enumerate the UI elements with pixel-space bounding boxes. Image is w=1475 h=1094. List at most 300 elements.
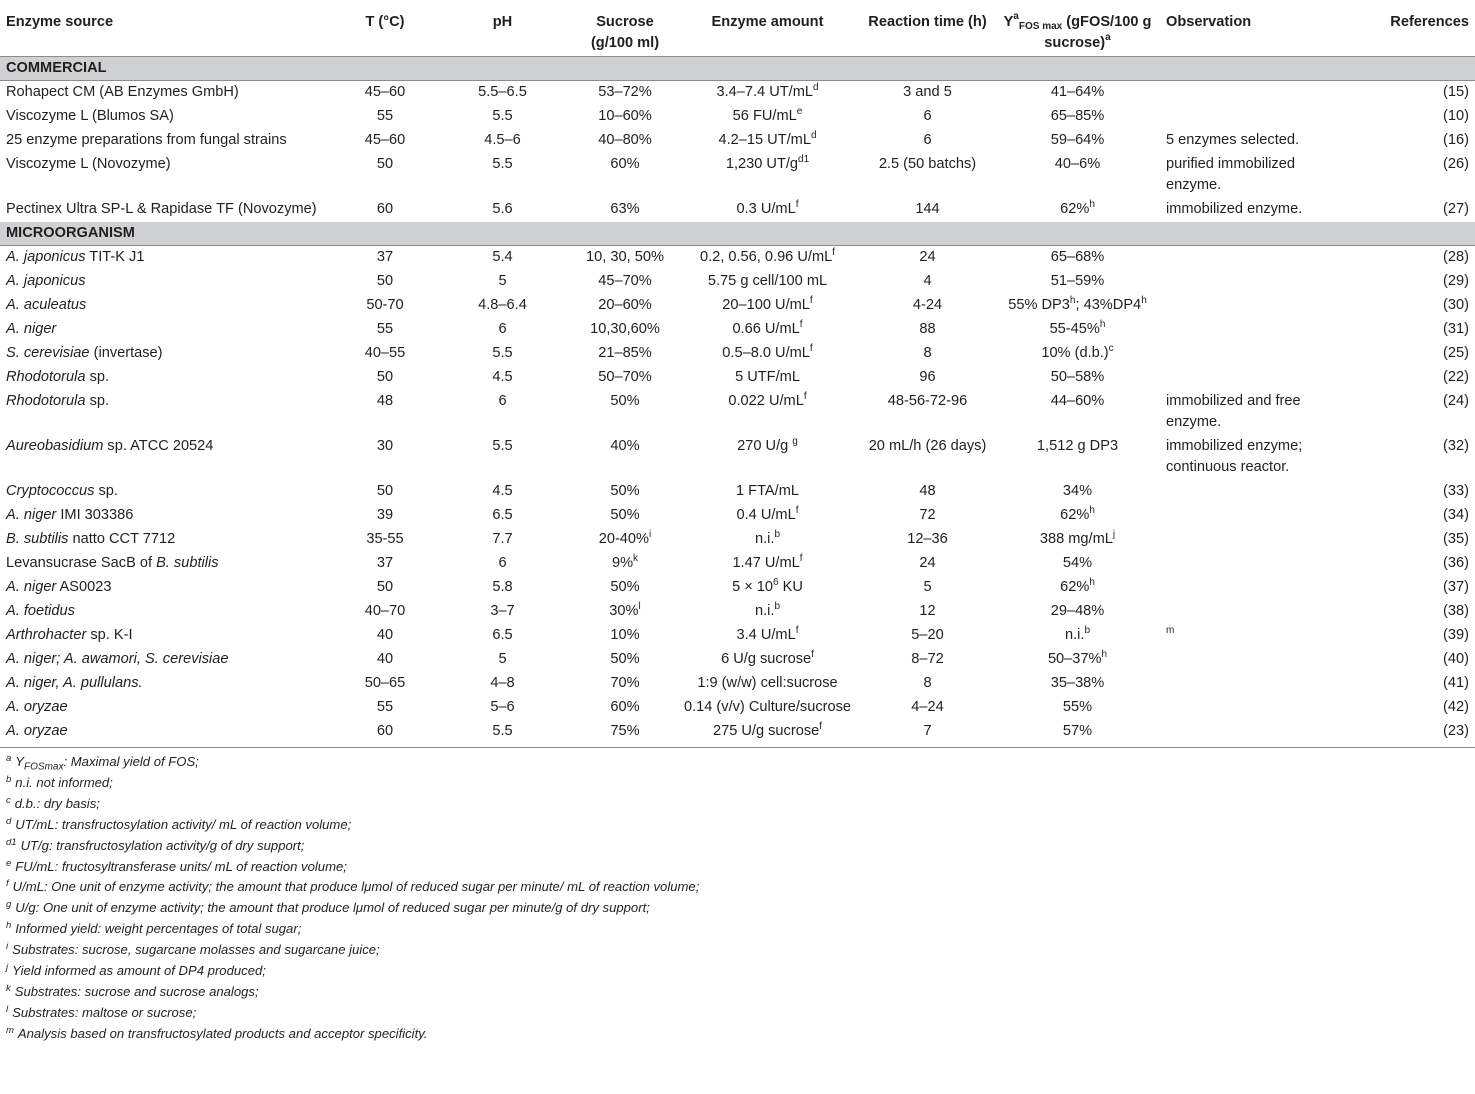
- cell-yield: [995, 366, 1160, 390]
- footnote-text: Analysis based on transfructosylated products and acceptor specificity.: [17, 1025, 428, 1041]
- amount-value: 275 U/g sucrose: [712, 723, 820, 739]
- sucrose-value: 75%: [610, 723, 640, 739]
- cell-yield: [995, 600, 1160, 624]
- source-text: Pectinex Ultra SP-L & Rapidase TF (Novozyme): [6, 201, 317, 217]
- cell-enzyme-amount: [675, 672, 860, 696]
- cell-reference: (40): [1443, 651, 1469, 667]
- superscript-mark: f: [809, 295, 813, 306]
- footnote-text: n.i. not informed;: [15, 774, 113, 790]
- cell-yield: [995, 246, 1160, 271]
- cell-enzyme-amount: [675, 294, 860, 318]
- amount-value: 1.47 U/mL: [732, 555, 800, 571]
- cell-reaction-time: 3 and 5: [903, 84, 952, 100]
- sucrose-value: 50%: [610, 393, 640, 409]
- cell-ph: 7.7: [492, 531, 513, 547]
- cell-sucrose: [575, 624, 675, 648]
- cell-reference: (31): [1443, 321, 1469, 337]
- cell-enzyme-amount: [675, 318, 860, 342]
- cell-enzyme-source: [0, 576, 340, 600]
- cell-yield: [995, 528, 1160, 552]
- table-row: [0, 696, 1475, 720]
- yield-value: 50–58%: [1050, 369, 1105, 385]
- cell-temperature: 40: [376, 627, 394, 643]
- source-text: sp.: [94, 483, 118, 499]
- source-species: A. niger; A. awamori, S. cerevisiae: [6, 651, 229, 667]
- cell-enzyme-amount: [675, 480, 860, 504]
- cell-reference: (35): [1443, 531, 1469, 547]
- sucrose-value: 63%: [610, 201, 640, 217]
- cell-reaction-time: 96: [919, 369, 936, 385]
- cell-enzyme-source: [0, 672, 340, 696]
- cell-reaction-time: 7: [860, 720, 995, 748]
- footnote: [6, 940, 1475, 961]
- cell-observation: [1160, 504, 1340, 528]
- table-row: [0, 672, 1475, 696]
- cell-enzyme-amount: [675, 720, 860, 748]
- footnote-text: Y: [15, 754, 25, 769]
- cell-observation: [1160, 81, 1340, 106]
- cell-enzyme-amount: [675, 366, 860, 390]
- footnote-text: U/g: One unit of enzyme activity; the amount that produce lμmol of reduced sugar per minute/g of dry support;: [15, 900, 650, 916]
- cell-temperature: 55: [376, 699, 394, 715]
- table-row: [0, 528, 1475, 552]
- footnote-text: Informed yield: weight percentages of total sugar;: [15, 921, 302, 937]
- source-text: (invertase): [89, 345, 163, 361]
- yield-value: 62%: [1060, 579, 1090, 595]
- cell-observation: [1160, 342, 1340, 366]
- cell-reference: (42): [1443, 699, 1469, 715]
- cell-ph: 4.5: [492, 483, 513, 499]
- cell-sucrose: [575, 435, 675, 480]
- footnote-text: : Maximal yield of FOS;: [63, 754, 199, 769]
- superscript-mark: f: [809, 343, 813, 354]
- col-yield: $Y^a_{FOS max}$ (gFOS/100 g sucrose)$^a$: [1003, 11, 1152, 51]
- cell-enzyme-source: [0, 624, 340, 648]
- cell-enzyme-amount: [675, 105, 860, 129]
- cell-ph: 6: [498, 321, 507, 337]
- cell-yield: [995, 270, 1160, 294]
- cell-observation: [1160, 696, 1340, 720]
- superscript-mark: e: [796, 106, 803, 117]
- cell-observation: [1160, 672, 1340, 696]
- amount-value: 5 UTF/mL: [735, 369, 800, 385]
- table-row: [0, 576, 1475, 600]
- yield-value: 35–38%: [1050, 675, 1105, 691]
- cell-enzyme-amount: [675, 153, 860, 198]
- cell-ph: 4–8: [490, 675, 515, 691]
- cell-enzyme-source: [0, 105, 340, 129]
- sucrose-value: 40–80%: [598, 132, 652, 148]
- table-row: [0, 153, 1475, 198]
- source-species: S. cerevisiae: [6, 345, 90, 361]
- cell-temperature: 30: [376, 438, 394, 454]
- cell-yield: [995, 480, 1160, 504]
- section-label: COMMERCIAL: [0, 57, 1475, 81]
- amount-value: 0.022 U/mL: [728, 393, 804, 409]
- superscript-mark: c: [1108, 343, 1114, 354]
- cell-sucrose: [575, 720, 675, 748]
- cell-reference: (41): [1443, 675, 1469, 691]
- cell-reference: (37): [1443, 579, 1469, 595]
- cell-sucrose: [575, 342, 675, 366]
- footnote-mark: h: [6, 920, 12, 932]
- yield-value: 62%: [1060, 201, 1090, 217]
- cell-reaction-time: 6: [923, 132, 932, 148]
- col-temperature: T (°C): [365, 14, 405, 30]
- cell-sucrose: [575, 576, 675, 600]
- cell-yield: [995, 435, 1160, 480]
- footnote-mark: e: [6, 857, 12, 869]
- cell-reaction-time: 24: [919, 555, 936, 571]
- cell-temperature: 60: [340, 720, 430, 748]
- superscript-mark: m: [1166, 625, 1175, 636]
- cell-reference: (34): [1443, 507, 1469, 523]
- cell-observation: [1160, 552, 1340, 576]
- cell-observation: [1160, 390, 1340, 435]
- footnote: [6, 982, 1475, 1003]
- cell-sucrose: [575, 390, 675, 435]
- cell-sucrose: [575, 528, 675, 552]
- cell-reference: (29): [1443, 273, 1469, 289]
- cell-ph: 6.5: [492, 627, 513, 643]
- cell-reaction-time: 8–72: [911, 651, 944, 667]
- amount-value: 0.14 (v/v) Culture/sucrose: [683, 699, 852, 715]
- source-species: Arthrohacter: [6, 627, 87, 643]
- footnote-mark: g: [6, 899, 12, 911]
- sucrose-value: 50%: [610, 651, 640, 667]
- cell-reaction-time: 4: [923, 273, 932, 289]
- yield-value: 34%: [1062, 483, 1093, 499]
- source-text: sp.: [85, 369, 110, 385]
- cell-observation: [1160, 153, 1340, 198]
- observation-text: immobilized and free enzyme.: [1166, 393, 1301, 430]
- sucrose-value: 50%: [610, 579, 640, 595]
- cell-enzyme-amount: [675, 81, 860, 106]
- source-text: sp. K-I: [86, 627, 133, 643]
- footnote-mark: d: [6, 815, 12, 827]
- superscript-mark: b: [774, 601, 781, 612]
- superscript-mark: h: [1101, 649, 1108, 660]
- cell-enzyme-amount: [675, 552, 860, 576]
- cell-sucrose: [575, 318, 675, 342]
- source-species: A. niger, A. pullulans.: [6, 675, 143, 691]
- sucrose-value: 45–70%: [598, 273, 652, 289]
- header-row: [0, 4, 1475, 57]
- cell-yield: [995, 129, 1160, 153]
- superscript-mark: h: [1099, 319, 1106, 330]
- table-row: [0, 390, 1475, 435]
- cell-observation: [1160, 528, 1340, 552]
- cell-sucrose: [575, 198, 675, 222]
- cell-ph: 5.5: [430, 720, 575, 748]
- cell-ph: 5.5: [492, 345, 513, 361]
- amount-value: 270 U/g: [737, 438, 793, 454]
- cell-yield: [995, 105, 1160, 129]
- cell-ph: 5.5–6.5: [478, 84, 527, 100]
- cell-ph: 4.5: [492, 369, 513, 385]
- cell-ph: 5: [498, 651, 507, 667]
- superscript-mark: b: [1084, 625, 1091, 636]
- table-row: [0, 342, 1475, 366]
- cell-sucrose: [575, 270, 675, 294]
- superscript-mark: f: [795, 625, 799, 636]
- cell-temperature: 55: [376, 108, 394, 124]
- superscript-mark: h: [1069, 295, 1076, 306]
- source-species: A. oryzae: [6, 699, 68, 715]
- source-species: A. niger: [6, 579, 57, 595]
- source-text: sp.: [85, 393, 110, 409]
- cell-temperature: 40–70: [364, 603, 406, 619]
- footnote-text: FU/mL: fructosyltransferase units/ mL of reaction volume;: [15, 858, 347, 874]
- superscript-mark: i: [649, 529, 652, 540]
- superscript-mark: g: [792, 436, 798, 447]
- footnote-text: UT/g: transfructosylation activity/g of dry support;: [20, 837, 305, 853]
- source-text: Levansucrase SacB of: [6, 555, 157, 571]
- cell-temperature: 45–60: [364, 84, 406, 100]
- cell-reaction-time: 12–36: [907, 531, 948, 547]
- cell-ph: 6.5: [492, 507, 513, 523]
- cell-reaction-time: 5–20: [911, 627, 944, 643]
- cell-reaction-time: 8: [923, 675, 932, 691]
- footnote-mark: i: [6, 941, 9, 953]
- source-text: natto CCT 7712: [68, 531, 176, 547]
- footnote-text: Substrates: sucrose, sugarcane molasses and sugarcane juice;: [12, 942, 380, 958]
- cell-ph: 5.5: [492, 108, 513, 124]
- sucrose-value: 21–85%: [598, 345, 652, 361]
- cell-temperature: 60: [376, 201, 394, 217]
- cell-reaction-time: 2.5 (50 batchs): [878, 156, 977, 172]
- footnote-subscript: FOSmax: [24, 761, 64, 773]
- amount-value: 0.3 U/mL: [736, 201, 796, 217]
- cell-reaction-time: 72: [919, 507, 936, 523]
- cell-ph: 5.6: [492, 201, 513, 217]
- source-species: A. japonicus: [6, 249, 86, 265]
- cell-reference: (30): [1443, 297, 1469, 313]
- superscript-mark: h: [1089, 577, 1095, 588]
- footnotes: [6, 752, 1475, 1045]
- cell-sucrose: [575, 648, 675, 672]
- amount-value: 1 FTA/mL: [736, 483, 799, 499]
- footnote: [6, 836, 1475, 857]
- sucrose-value: 20-40%: [598, 531, 650, 547]
- cell-observation: [1160, 624, 1340, 648]
- sucrose-value: 9%: [611, 555, 634, 571]
- sucrose-value: 50%: [610, 507, 640, 523]
- cell-ph: 4.8–6.4: [478, 297, 527, 313]
- cell-enzyme-amount: [675, 696, 860, 720]
- yield-value: n.i.: [1064, 627, 1085, 643]
- cell-observation: [1160, 105, 1340, 129]
- footnote-mark: k: [6, 982, 11, 994]
- cell-sucrose: [575, 480, 675, 504]
- table-row: [0, 600, 1475, 624]
- cell-sucrose: [575, 81, 675, 106]
- cell-enzyme-source: [0, 390, 340, 435]
- cell-enzyme-source: [0, 270, 340, 294]
- col-reaction-time: Reaction time (h): [868, 14, 987, 30]
- table-row: [0, 294, 1475, 318]
- superscript-mark: f: [799, 553, 803, 564]
- source-species: B. subtilis: [156, 555, 219, 571]
- cell-yield: [995, 648, 1160, 672]
- footnote: [6, 794, 1475, 815]
- cell-ph: 6: [498, 555, 507, 571]
- superscript-mark: f: [803, 391, 807, 402]
- footnote-text: U/mL: One unit of enzyme activity; the amount that produce lμmol of reduced sugar per minute/ mL of reaction volume;: [12, 879, 700, 895]
- cell-temperature: 50: [376, 273, 394, 289]
- footnote: [6, 815, 1475, 836]
- observation-text: immobilized enzyme.: [1166, 201, 1303, 217]
- cell-temperature: 45–60: [364, 132, 406, 148]
- table-row: [0, 435, 1475, 480]
- cell-enzyme-amount: [675, 270, 860, 294]
- cell-observation: [1160, 270, 1340, 294]
- cell-enzyme-source: [0, 720, 340, 748]
- cell-reference: (26): [1443, 156, 1469, 172]
- cell-enzyme-source: [0, 81, 340, 106]
- cell-sucrose: [575, 153, 675, 198]
- amount-value: 6 U/g sucrose: [721, 651, 812, 667]
- superscript-mark: f: [795, 199, 799, 210]
- table-row: [0, 318, 1475, 342]
- cell-enzyme-source: [0, 129, 340, 153]
- observation-text: immobilized enzyme; continuous reactor.: [1166, 438, 1303, 475]
- footnote: [6, 898, 1475, 919]
- cell-enzyme-source: [0, 246, 340, 271]
- superscript-mark: f: [832, 247, 836, 258]
- cell-temperature: 40: [376, 651, 394, 667]
- cell-reference: (33): [1443, 483, 1469, 499]
- table-row: [0, 270, 1475, 294]
- cell-temperature: 40–55: [364, 345, 406, 361]
- cell-reaction-time: 6: [923, 108, 932, 124]
- cell-enzyme-amount: [675, 342, 860, 366]
- amount-unit: KU: [778, 579, 803, 595]
- yield-value: 55-45%: [1049, 321, 1100, 337]
- cell-reference: (28): [1443, 249, 1469, 265]
- cell-temperature: 50-70: [366, 297, 404, 313]
- section-microorganism: [0, 222, 1475, 246]
- superscript-mark: h: [1141, 295, 1147, 306]
- cell-temperature: 50: [376, 369, 394, 385]
- cell-enzyme-source: [0, 435, 340, 480]
- cell-observation: [1160, 198, 1340, 222]
- source-text: AS0023: [56, 579, 112, 595]
- footnote-mark: b: [6, 773, 12, 785]
- cell-enzyme-amount: [675, 390, 860, 435]
- superscript-mark: f: [799, 319, 803, 330]
- superscript-mark: f: [795, 505, 799, 516]
- cell-sucrose: [575, 246, 675, 271]
- cell-ph: 4.5–6: [484, 132, 521, 148]
- table-row: [0, 129, 1475, 153]
- cell-enzyme-amount: [675, 576, 860, 600]
- cell-enzyme-amount: [675, 435, 860, 480]
- cell-enzyme-source: [0, 294, 340, 318]
- yield-value: 54%: [1062, 555, 1093, 571]
- footnote-text: UT/mL: transfructosylation activity/ mL of reaction volume;: [15, 816, 352, 832]
- cell-enzyme-amount: [675, 198, 860, 222]
- superscript-mark: b: [774, 529, 781, 540]
- yield-value: 41–64%: [1050, 84, 1105, 100]
- cell-enzyme-source: [0, 342, 340, 366]
- table-row: [0, 648, 1475, 672]
- cell-reaction-time: 144: [915, 201, 940, 217]
- sucrose-value: 60%: [610, 156, 640, 172]
- footnote-mark: l: [6, 1003, 9, 1015]
- cell-enzyme-source: [0, 366, 340, 390]
- cell-sucrose: [575, 294, 675, 318]
- superscript-mark: d: [812, 82, 819, 93]
- cell-enzyme-source: [0, 648, 340, 672]
- amount-value: 3.4–7.4 UT/mL: [716, 84, 813, 100]
- superscript-mark: d: [810, 130, 817, 141]
- superscript-mark: f: [819, 721, 823, 732]
- section-label: MICROORGANISM: [0, 222, 1475, 246]
- table-row: [0, 552, 1475, 576]
- cell-temperature: 50: [376, 579, 394, 595]
- cell-yield: [995, 624, 1160, 648]
- sucrose-value: 50–70%: [598, 369, 652, 385]
- yield-value: 55%: [1062, 699, 1093, 715]
- footnote-text: Substrates: maltose or sucrose;: [12, 1004, 197, 1020]
- col-enzyme-source: Enzyme source: [6, 14, 114, 30]
- cell-enzyme-source: [0, 153, 340, 198]
- yield-value: 57%: [1062, 723, 1093, 739]
- cell-enzyme-amount: [675, 129, 860, 153]
- cell-temperature: 37: [376, 249, 394, 265]
- amount-value: 1,230 UT/g: [725, 156, 799, 172]
- cell-yield: [995, 696, 1160, 720]
- footnote: [6, 1024, 1475, 1045]
- source-text: sp. ATCC 20524: [103, 438, 214, 454]
- cell-enzyme-source: [0, 600, 340, 624]
- source-species: B. subtilis: [6, 531, 69, 547]
- table-row: [0, 198, 1475, 222]
- cell-ph: 5.8: [492, 579, 513, 595]
- sucrose-value: 50%: [610, 483, 640, 499]
- amount-value: 0.2, 0.56, 0.96 U/mL: [699, 249, 833, 265]
- cell-reference: (27): [1443, 201, 1469, 217]
- cell-sucrose: [575, 672, 675, 696]
- amount-value: 0.66 U/mL: [732, 321, 800, 337]
- cell-reference: (36): [1443, 555, 1469, 571]
- section-commercial: [0, 57, 1475, 81]
- footnote: [6, 919, 1475, 940]
- cell-enzyme-amount: [675, 624, 860, 648]
- cell-reaction-time: 24: [919, 249, 936, 265]
- cell-reference: (22): [1443, 369, 1469, 385]
- yield-value: ; 43%DP4: [1075, 297, 1142, 313]
- cell-observation: [1160, 600, 1340, 624]
- cell-sucrose: [575, 696, 675, 720]
- footnote-mark: m: [6, 1024, 14, 1036]
- cell-yield: [995, 294, 1160, 318]
- table-row: [0, 105, 1475, 129]
- footnote-mark: a: [6, 753, 12, 764]
- cell-yield: [995, 198, 1160, 222]
- cell-yield: [995, 720, 1160, 748]
- cell-ph: 6: [498, 393, 507, 409]
- cell-reference: (23): [1340, 720, 1475, 748]
- cell-reaction-time: 88: [919, 321, 936, 337]
- yield-value: 1,512 g DP3: [1036, 438, 1119, 454]
- table-row: [0, 720, 1475, 748]
- amount-value: 5.75 g cell/100 mL: [707, 273, 828, 289]
- superscript-mark: d1: [798, 154, 810, 165]
- source-text: Viscozyme L (Novozyme): [6, 156, 171, 172]
- cell-sucrose: [575, 366, 675, 390]
